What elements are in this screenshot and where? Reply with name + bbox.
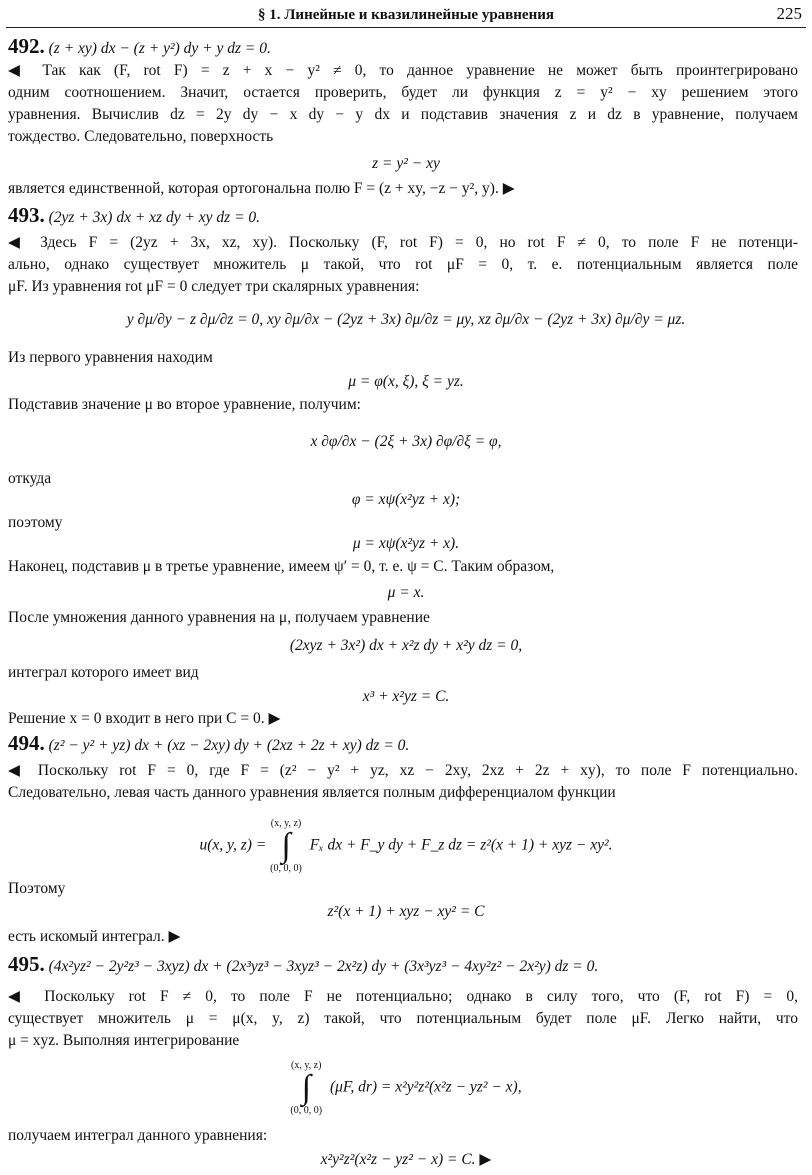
display-equation [0, 902, 812, 922]
problem-number: 493. [8, 203, 45, 227]
equation-text: (2xyz + 3x²) dx + x²z dy + x²y dz = 0, [289, 637, 523, 654]
equation-text: z²(x + 1) + xyz − xy² = C [327, 903, 485, 920]
pde-system-text: y ∂μ/∂y − z ∂μ/∂z = 0, xy ∂μ/∂x − (2yz + 3x) ∂μ/∂z = μy, xz ∂μ/∂x − (2yz + 3x) ∂μ/∂y = μz. [126, 311, 686, 328]
integral-upper-limit-2: (x, y, z) [291, 1060, 322, 1071]
text-line: ально, однако существует множитель μ такой, что rot μF = 0, т. е. потенциальным является поле [8, 256, 798, 273]
text-line: одним соотношением. Значит, остается проверить, будет ли функция z = y² − xy решением этого [8, 84, 798, 101]
text-line: ◀ Поскольку rot F = 0, где F = (z² − y² + yz, xz − 2xy, 2xz + 2z + xy), то поле F потенциально. [8, 762, 798, 779]
problem-statement [8, 34, 271, 58]
text-line: существует множитель μ = μ(x, y, z) такой, что потенциальным будет поле μF. Легко найти, что [8, 1010, 798, 1027]
display-equation [0, 534, 812, 554]
text-line: ◀ Здесь F = (2yz + 3x, xz, xy). Поскольку (F, rot F) = 0, но rot F ≠ 0, то поле F не потенци- [8, 234, 798, 251]
text-line: ◀ Так как (F, rot F) = z + x − y² ≠ 0, то данное уравнение не может быть проинтегрировано [8, 62, 798, 79]
problem-statement [8, 203, 261, 227]
text-line: есть искомый интеграл. ▶ [8, 928, 181, 945]
page-number: 225 [776, 4, 802, 23]
equation-text: μ = x. [387, 584, 425, 601]
pde-system-equation [0, 310, 812, 330]
text-line: получаем интеграл данного уравнения: [8, 1127, 268, 1144]
display-equation [0, 1150, 812, 1170]
problem-number: 492. [8, 34, 45, 58]
potential-integral-equation [0, 818, 812, 874]
text-line: откуда [8, 470, 52, 487]
problem-equation: (4x²yz² − 2y²z³ − 3xyz) dx + (2x³yz³ − 3xyz³ − 2x²z) dy + (3x³yz³ − 4xy²z² − 2x²y) dz = 0. [48, 958, 599, 975]
header-rule [6, 27, 806, 28]
section-title: § 1. Линейные и квазилинейные уравнения [258, 7, 554, 23]
problem-equation: (z + xy) dx − (z + y²) dy + y dz = 0. [48, 40, 271, 57]
text-line: является единственной, которая ортогональна полю F = (z + xy, −z − y², y). ▶ [8, 180, 515, 197]
problem-equation: (2yz + 3x) dx + xz dy + xy dz = 0. [48, 209, 261, 226]
equation-text: μ = φ(x, ξ), ξ = yz. [348, 373, 464, 390]
display-equation [0, 372, 812, 392]
integral-sign [270, 818, 302, 874]
integral-symbol-icon-2: ∫ [301, 1069, 311, 1106]
text-line: μ = xyz. Выполняя интегрирование [8, 1032, 240, 1049]
text-line: уравнения. Вычислив dz = 2y dy − x dy − y dx и подставив значения z и dz в уравнение, получаем [8, 106, 798, 123]
text-line: тождество. Следовательно, поверхность [8, 128, 274, 145]
text-line: μF. Из уравнения rot μF = 0 следует три скалярных уравнения: [8, 278, 420, 295]
text-line: ◀ Поскольку rot F ≠ 0, то поле F не потенциально; однако в силу того, что (F, rot F) = 0, [8, 988, 798, 1005]
phi-equation-text: x ∂φ/∂x − (2ξ + 3x) ∂φ/∂ξ = φ, [310, 433, 502, 450]
text-line: Поэтому [8, 880, 66, 897]
text-line: поэтому [8, 514, 63, 531]
problem-number: 494. [8, 731, 45, 755]
text-line: Решение x = 0 входит в него при C = 0. ▶ [8, 710, 281, 727]
equation-text: x³ + x²yz = C. [362, 688, 450, 705]
equation-text: φ = xψ(x²yz + x); [351, 491, 461, 508]
problem-statement [8, 952, 599, 976]
integral-lower-limit: (0, 0, 0) [270, 863, 302, 874]
display-equation [0, 687, 812, 707]
text-line: Следовательно, левая часть данного уравнения является полным дифференциалом функции [8, 784, 616, 801]
text-line: интеграл которого имеет вид [8, 664, 199, 681]
integral-upper-limit: (x, y, z) [270, 818, 302, 829]
problem-number: 495. [8, 952, 45, 976]
mu-integral-equation [0, 1060, 812, 1116]
u-rhs: Fₓ dx + F_y dy + F_z dz = z²(x + 1) + xyz − xy². [309, 836, 613, 854]
running-header [6, 4, 806, 28]
equation-text: z = y² − xy [372, 155, 440, 172]
integral-sign-2 [290, 1060, 322, 1116]
equation-text: x²y²z²(x²z − yz² − x) = C. ▶ [320, 1151, 492, 1168]
u-lhs: u(x, y, z) = [199, 836, 267, 854]
phi-equation [0, 432, 812, 452]
problem-equation: (z² − y² + yz) dx + (xz − 2xy) dy + (2xz + 2z + xy) dz = 0. [48, 737, 410, 754]
display-equation [0, 583, 812, 603]
problem-statement [8, 731, 410, 755]
display-equation [0, 154, 812, 174]
display-equation [0, 490, 812, 510]
text-line: Наконец, подставив μ в третье уравнение, имеем ψ′ = 0, т. е. ψ = C. Таким образом, [8, 558, 555, 575]
equation-text: μ = xψ(x²yz + x). [352, 535, 460, 552]
integral-lower-limit-2: (0, 0, 0) [290, 1105, 323, 1116]
text-line: Подставив значение μ во второе уравнение, получим: [8, 396, 361, 413]
mu-integral-rhs: (μF, dr) = x²y²z²(x²z − yz² − x), [329, 1078, 522, 1096]
integral-symbol-icon: ∫ [281, 827, 291, 864]
text-line: Из первого уравнения находим [8, 349, 213, 366]
text-line: После умножения данного уравнения на μ, получаем уравнение [8, 609, 430, 626]
display-equation [0, 636, 812, 656]
